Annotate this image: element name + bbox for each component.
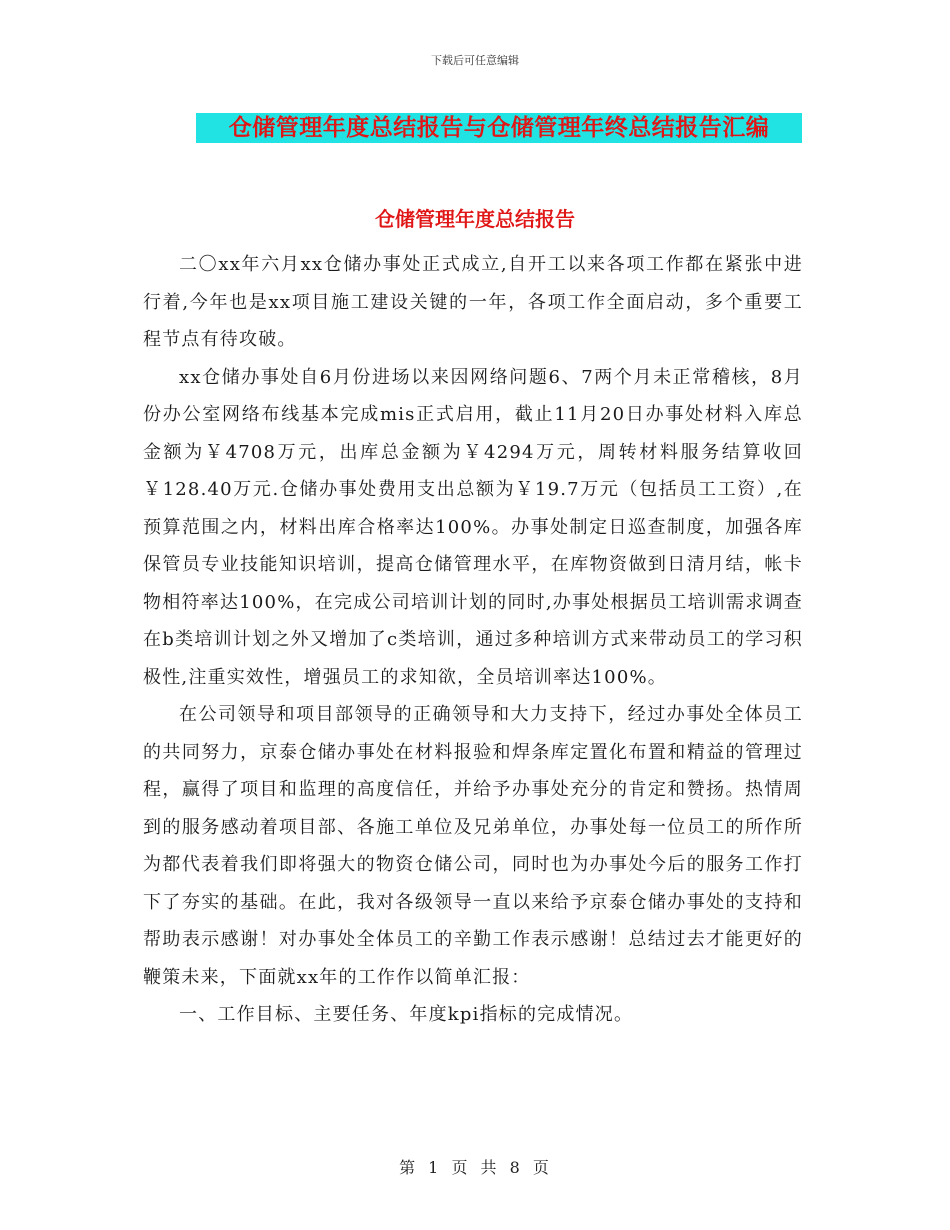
paragraph: 二〇xx年六月xx仓储办事处正式成立,自开工以来各项工作都在紧张中进行着,今年也是xx项目施工建设关键的一年，各项工作全面启动，多个重要工程节点有待攻破。	[143, 254, 803, 350]
document-title: 仓储管理年度总结报告与仓储管理年终总结报告汇编	[196, 113, 802, 143]
paragraph: 一、工作目标、主要任务、年度kpi指标的完成情况。	[179, 1004, 634, 1025]
body-text	[143, 246, 803, 1034]
paragraph: xx仓储办事处自6月份进场以来因网络问题6、7两个月未正常稽核，8月份办公室网络布线基本完成mis正式启用，截止11月20日办事处材料入库总金额为￥4708万元，出库总金额为￥4294万元，周转材料服务结算收回￥128.40万元.仓储办事处费用支出总额为￥19.7万元（包括员工工资）,在预算范围之内，材料出库合格率达100%。办事处制定日巡查制度，加强各库保管员专业技能知识培训，提高仓储管理水平，在库物资做到日清月结，帐卡物相符率达100%，在完成公司培训计划的同时,办事处根据员工培训需求调查在b类培训计划之外又增加了c类培训，通过多种培训方式来带动员工的学习积极性,注重实效性，增强员工的求知欲，全员培训率达100%。	[143, 366, 803, 688]
page-number: 第 1 页 共 8 页	[399, 1158, 551, 1177]
page-header-note: 下载后可任意编辑	[431, 54, 519, 67]
paragraph: 在公司领导和项目部领导的正确领导和大力支持下，经过办事处全体员工的共同努力，京泰仓储办事处在材料报验和焊条库定置化布置和精益的管理过程，赢得了项目和监理的高度信任，并给予办事处充分的肯定和赞扬。热情周到的服务感动着项目部、各施工单位及兄弟单位，办事处每一位员工的所作所为都代表着我们即将强大的物资仓储公司，同时也为办事处今后的服务工作打下了夯实的基础。在此，我对各级领导一直以来给予京泰仓储办事处的支持和帮助表示感谢！对办事处全体员工的辛勤工作表示感谢！总结过去才能更好的鞭策未来，下面就xx年的工作作以简单汇报：	[143, 704, 803, 988]
section-title: 仓储管理年度总结报告	[375, 207, 575, 231]
